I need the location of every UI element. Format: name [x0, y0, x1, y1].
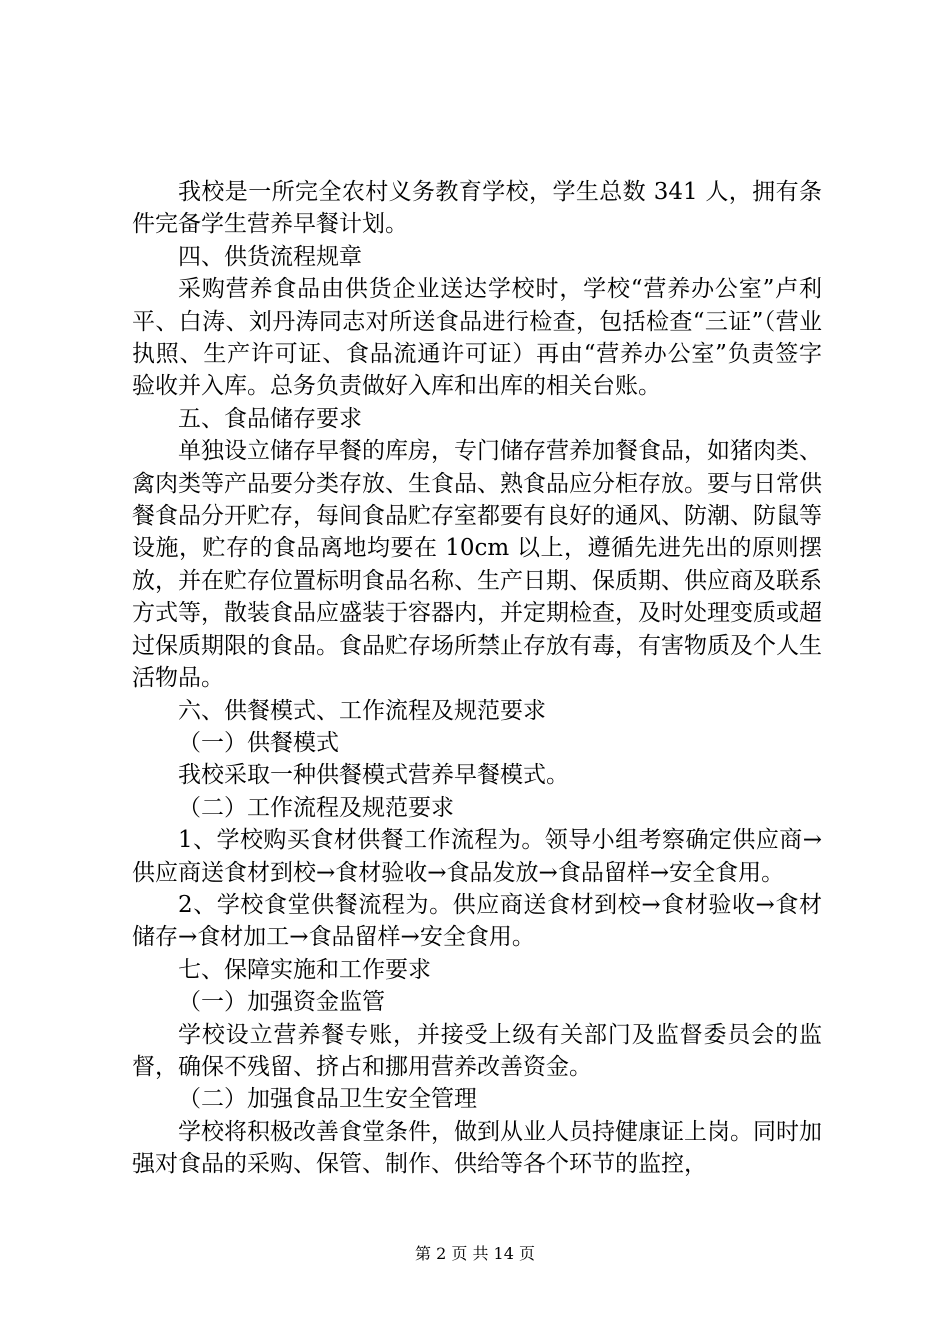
paragraph-supply-process: 采购营养食品由供货企业送达学校时，学校“营养办公室”卢利平、白涛、刘丹涛同志对所送食品进行检查，包括检查“三证”（营业执照、生产许可证、食品流通许可证）再由“营养办公室”负责签字验收并入库。总务负责做好入库和出库的相关台账。: [132, 276, 822, 400]
paragraph-meal-mode: 我校采取一种供餐模式营养早餐模式。: [178, 762, 569, 789]
subheading-food-safety: （二）加强食品卫生安全管理: [178, 1086, 477, 1113]
paragraph-food-safety: 学校将积极改善食堂条件，做到从业人员持健康证上岗。同时加强对食品的采购、保管、制作、供给等各个环节的监控，: [132, 1118, 822, 1178]
paragraph-purchase-process: 1、学校购买食材供餐工作流程为。领导小组考察确定供应商→供应商送食材到校→食材验收→食品发放→食品留样→安全食用。: [132, 827, 822, 886]
heading-section-4: 四、供货流程规章: [178, 243, 362, 270]
paragraph-fund-supervision: 学校设立营养餐专账，并接受上级有关部门及监督委员会的监督，确保不残留、挤占和挪用营养改善资金。: [132, 1021, 822, 1080]
heading-section-5: 五、食品储存要求: [178, 405, 362, 432]
subheading-work-process: （二）工作流程及规范要求: [178, 794, 454, 821]
paragraph-canteen-process: 2、学校食堂供餐流程为。供应商送食材到校→食材验收→食材储存→食材加工→食品留样→安全食用。: [132, 891, 822, 951]
paragraph-intro: 我校是一所完全农村义务教育学校，学生总数 341 人，拥有条件完备学生营养早餐计划。: [132, 179, 822, 238]
page-footer: 第 2 页 共 14 页: [415, 1244, 535, 1263]
heading-section-6: 六、供餐模式、工作流程及规范要求: [178, 697, 546, 724]
paragraph-food-storage: 单独设立储存早餐的库房，专门储存营养加餐食品，如猪肉类、禽肉类等产品要分类存放、生食品、熟食品应分柜存放。要与日常供餐食品分开贮存，每间食品贮存室都要有良好的通风、防潮、防鼠等设施，贮存的食品离地均要在 10cm 以上，遵循先进先出的原则摆放，并在贮存位置标明食品名称、生产日期、保质期、供应商及联系方式等，散装食品应盛装于容器内，并定期检查，及时处理变质或超过保质期限的食品。食品贮存场所禁止存放有毒，有害物质及个人生活物品。: [132, 438, 822, 692]
heading-section-7: 七、保障实施和工作要求: [178, 956, 431, 983]
subheading-meal-mode: （一）供餐模式: [178, 729, 339, 756]
document-body: [132, 176, 822, 1181]
subheading-fund-supervision: （一）加强资金监管: [178, 989, 385, 1016]
